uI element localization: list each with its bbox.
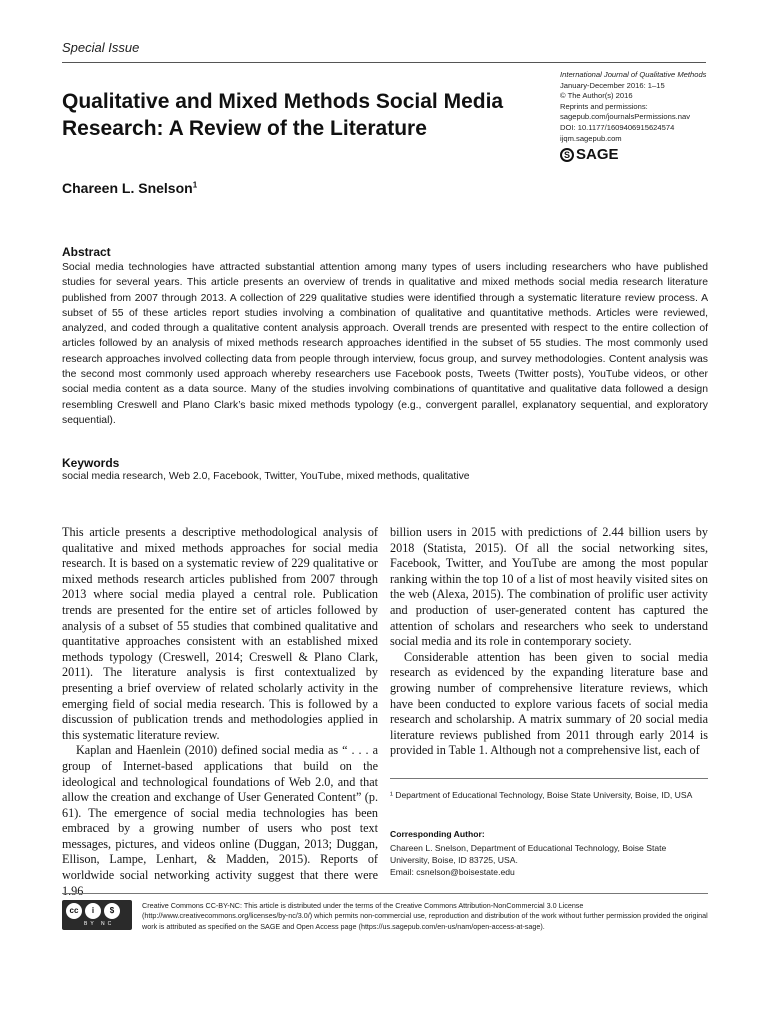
- journal-issue: January-December 2016: 1–15: [560, 80, 665, 90]
- journal-site-link[interactable]: ijqm.sagepub.com: [560, 133, 622, 143]
- abstract-heading: Abstract: [62, 245, 111, 259]
- author-affiliation-mark: 1: [192, 180, 198, 190]
- body-paragraph: This article presents a descriptive methodological analysis of qualitative and mixed methods approaches for social media research. It is based on a systematic review of 229 qualitative or mixed methods research articles published from 2007 through 2013 where social media played a central role. Publication trends are presented for the entire set of articles followed by analysis of a subset of 55 studies that combined qualitative and quantitative approaches consistent with an established mixed methods typology (Creswell, 2014; Creswell & Plano Clark, 2011). The literature analysis is first contextualized by presenting a brief overview of related scholarly activity in the emerging field of social media research. This is followed by a discussion of publication trends and methodologies applied in this systematic literature review.: [62, 525, 378, 742]
- body-column-left: [62, 525, 378, 899]
- noncommercial-icon: $: [104, 903, 120, 919]
- author-name: [62, 180, 197, 196]
- header-rule: [62, 62, 706, 63]
- sage-logo: [560, 146, 619, 163]
- keywords-heading: Keywords: [62, 456, 120, 470]
- author-name-text: Chareen L. Snelson: [62, 180, 193, 196]
- body-column-right: [390, 525, 708, 759]
- footnote-rule: [390, 778, 708, 779]
- sage-logo-text: SAGE: [576, 146, 619, 163]
- license-rule: [62, 893, 708, 894]
- cc-nc-label: NC: [100, 921, 115, 927]
- copyright-line: © The Author(s) 2016: [560, 91, 633, 101]
- permissions-link[interactable]: sagepub.com/journalsPermissions.nav: [560, 112, 691, 122]
- journal-name: International Journal of Qualitative Methods: [560, 70, 707, 79]
- cc-license-badge: [62, 900, 132, 930]
- cc-badge-labels: [84, 921, 114, 927]
- cc-by-label: BY: [84, 921, 97, 927]
- doi-link[interactable]: DOI: 10.1177/1609406915624574: [560, 122, 675, 132]
- body-paragraph: Kaplan and Haenlein (2010) defined social media as “ . . . a group of Internet-based applications that build on the ideological and technological foundations of Web 2.0, and that allow the creation and exchange of User Generated Content” (p. 61). The emergence of social media technologies has been embraced by a growing number of users who post text messages, pictures, and videos online (Duggan, 2013; Duggan, Ellison, Lampe, Lenhart, & Madden, 2015). Reports of worldwide social networking activity suggest that there were 1.96: [62, 743, 378, 898]
- abstract-text: Social media technologies have attracted substantial attention among many types of users including researchers who have published studies for several years. This article presents an overview of trends in qualitative and mixed methods social media research literature published from 2007 through 2013. A collection of 229 qualitative studies were identified through a systematic literature review process. A subset of 55 of these articles report studies involving a combination of qualitative and quantitative methods. Articles were reviewed, analyzed, and coded through a qualitative content analysis approach. Overall trends are presented with respect to the entire collection of articles followed by an analysis of mixed methods research approaches identified in the subset of 55 studies. The most commonly used research approaches involved collecting data from people through interview, focus group, and survey methodologies. Content analysis was the second most commonly used approach whereby researchers use Facebook posts, Tweets (Twitter posts), YouTube videos, or other social media content as a data source. Many of the studies involving combinations of quantitative and qualitative data followed a design resembling Creswell and Plano Clark’s basic mixed methods typology (e.g., convergent parallel, explanatory sequential, and exploratory sequential).: [62, 262, 708, 426]
- corresponding-author-heading: Corresponding Author:: [390, 829, 485, 839]
- journal-meta: [560, 70, 740, 144]
- corresponding-author-details: [390, 842, 708, 878]
- reprints-label: Reprints and permissions:: [560, 101, 648, 111]
- body-paragraph: Considerable attention has been given to social media research as evidenced by the expanding literature base and growing number of comprehensive literature reviews, which have been conducted to explore various facets of social media research and scholarship. A matrix summary of 20 social media literature reviews published from 2011 through early 2014 is provided in Table 1. Although not a comprehensive list, each of: [390, 649, 708, 758]
- affiliation-footnote: ¹ Department of Educational Technology, Boise State University, Boise, ID, USA: [390, 790, 693, 800]
- body-paragraph: billion users in 2015 with predictions of 2.44 billion users by 2018 (Statista, 2015). Of all the social networking sites, Facebook, Twitter, and YouTube are among the most popular ranking within the top 10 of a list of most heavily visited sites on the web (Alexa, 2015). The combination of prolific user activity and production of user-generated content has captured the attention of scholars and researchers who seek to understand social media and its role in contemporary society.: [390, 525, 708, 649]
- attribution-icon: i: [85, 903, 101, 919]
- keywords-text: social media research, Web 2.0, Facebook, Twitter, YouTube, mixed methods, qualitative: [62, 471, 470, 482]
- corresponding-author-text: Chareen L. Snelson, Department of Educational Technology, Boise State University, Boise, ID 83725, USA.: [390, 843, 667, 865]
- sage-s-icon: S: [560, 148, 574, 162]
- special-issue-label: Special Issue: [62, 40, 140, 55]
- license-text: Creative Commons CC-BY-NC: This article is distributed under the terms of the Creative Commons Attribution-NonCommercial 3.0 License (http://www.creativecommons.org/licenses/by-nc/3.0/) which permits non-commercial use, reproduction and distribution of the work without further permission provided the original work is attributed as specified on the SAGE and Open Access page (https://us.sagepub.com/en-us/nam/open-access-at-sage).: [142, 901, 708, 931]
- article-title: Qualitative and Mixed Methods Social Media Research: A Review of the Literature: [62, 90, 504, 140]
- cc-icon: cc: [66, 903, 82, 919]
- corresponding-email[interactable]: Email: csnelson@boisestate.edu: [390, 867, 515, 877]
